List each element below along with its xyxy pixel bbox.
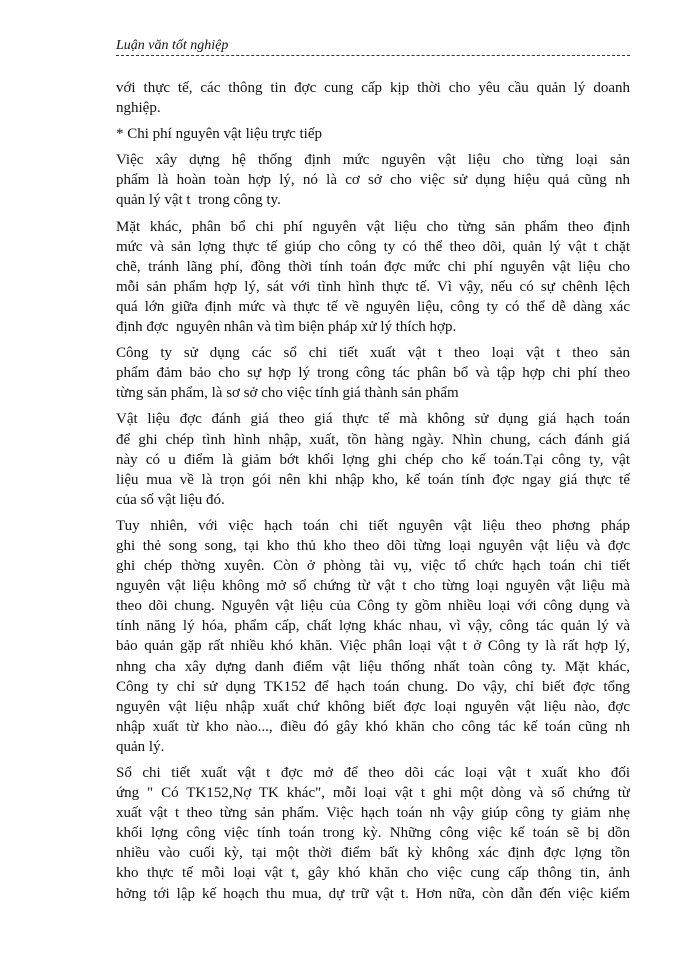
text-line: xuất vật t theo từng sản phẩm. Việc hạch toán nh vậy giúp công ty giảm nhẹ (116, 805, 630, 822)
text-line: ứng " Có TK152,Nợ TK khác", mỗi loại vật t ghi một dòng và số chứng từ (116, 785, 630, 802)
text-line: phẩm là hoàn toàn hợp lý, nó là cơ sở cho việc sử dụng hiệu quả cũng nh (116, 172, 630, 189)
text-line: với thực tế, các thông tin đợc cung cấp kịp thời cho yêu cầu quản lý doanh (116, 80, 630, 96)
text-line: khối lợng công việc tính toán trong kỳ. Những công việc kế toán sẽ bị dồn (116, 825, 630, 842)
text-line: Sổ chi tiết xuất vật t đợc mở để theo dõi các loại vật t xuất kho đối (116, 765, 630, 781)
text-line: của số vật liệu đó. (116, 491, 225, 508)
document-body (116, 78, 630, 904)
text-line: phẩm đảm bảo cho sự hợp lý trong công tác phân bổ và tập hợp chi phí theo (116, 365, 630, 382)
text-line: quản lý. (116, 738, 165, 755)
text-line: Mặt khác, phân bổ chi phí nguyên vật liệu cho từng sản phẩm theo định (116, 218, 630, 235)
text-line: Vật liệu đợc đánh giá theo giá thực tế mà không sử dụng giá hạch toán (116, 411, 630, 428)
text-line: Việc xây dựng hệ thống định mức nguyên vật liệu cho từng loại sản (116, 152, 630, 169)
text-line: bảo quản gặp rất nhiều khó khăn. Việc phân loại vật t ở Công ty là rất hợp lý, (116, 638, 630, 655)
text-line: này có u điểm là giảm bớt khối lợng ghi chép cho kế toán.Tại công ty, vật (116, 451, 630, 468)
text-line: nhng cha xây dựng danh điểm vật liệu thống nhất toàn công ty. Mặt khác, (116, 658, 630, 675)
text-line: mỗi sản phẩm hợp lý, sát với tình hình thực tế. Vì vậy, nếu có sự chênh lệch (116, 278, 630, 295)
text-line: Công ty chỉ sử dụng TK152 để hạch toán chung. Do vậy, chỉ biết đợc tổng (116, 678, 630, 695)
text-line: Công ty sử dụng các sổ chi tiết xuất vật t theo loại vật t theo sản (116, 345, 630, 362)
text-line: định đợc nguyên nhân và tìm biện pháp xử lý thích hợp. (116, 319, 457, 336)
text-line: nhiều vào cuối kỳ, tại một thời điểm bất kỳ không xác định đợc lợng tồn (116, 845, 630, 862)
text-line: mức và sản lợng thực tế giúp cho công ty có thể theo dõi, quản lý vật t chặt (116, 238, 630, 255)
text-line: hởng tới lập kế hoạch thu mua, dự trữ vật t. Hơn nữa, còn dẫn đến việc kiểm (116, 885, 630, 902)
text-line: từng sản phẩm, là sơ sở cho việc tính giá thành sản phẩm (116, 385, 459, 402)
running-header: Luận văn tốt nghiệp (116, 38, 229, 53)
text-line: nhập xuất từ kho nào..., điều đó gây khó khăn cho công tác kế toán cũng nh (116, 718, 630, 735)
text-line: kho thực tế mỗi loại vật t, gây khó khăn cho việc cung cấp thông tin, ảnh (116, 865, 630, 882)
text-line: nguyên vật liệu nhập xuất chứ không biết đợc loại nguyên vật liệu nào, đợc (116, 698, 630, 715)
header-divider (116, 55, 630, 56)
text-line: quản lý vật t trong công ty. (116, 192, 281, 209)
text-line: * Chi phí nguyên vật liệu trực tiếp (116, 126, 323, 143)
text-line: nguyên vật liệu không mở sổ chứng từ vật t cho từng loại nguyên vật liệu mà (116, 578, 630, 595)
text-line: nghiệp. (116, 100, 161, 117)
text-line: ghi chép thờng xuyên. Còn ở phòng tài vụ, việc tổ chức hạch toán chi tiết (116, 558, 630, 575)
text-line: chẽ, tránh lãng phí, đồng thời tính toán đợc mức chi phí nguyên vật liệu cho (116, 258, 630, 275)
text-line: để ghi chép tình hình nhập, xuất, tồn hàng ngày. Nhìn chung, cách đánh giá (116, 431, 630, 448)
text-line: tính năng lý hóa, phẩm cấp, chất lợng khác nhau, vì vậy, công tác quản lý và (116, 618, 630, 635)
text-line: ghi thẻ song song, tại kho thủ kho theo dõi từng loại nguyên vật liệu và đợc (116, 537, 630, 554)
text-line: quá lớn giữa định mức và thực tế về nguyên liệu, công ty có thể dễ dàng xác (116, 298, 630, 315)
text-line: Tuy nhiên, với việc hạch toán chi tiết nguyên vật liệu theo phơng pháp (116, 517, 630, 534)
text-line: liệu mua về là trọn gói nên khi nhập kho, kế toán tính đợc ngay giá thực tế (116, 471, 630, 488)
text-line: theo dõi chung. Nguyên vật liệu của Công ty gồm nhiều loại với công dụng và (116, 598, 630, 615)
